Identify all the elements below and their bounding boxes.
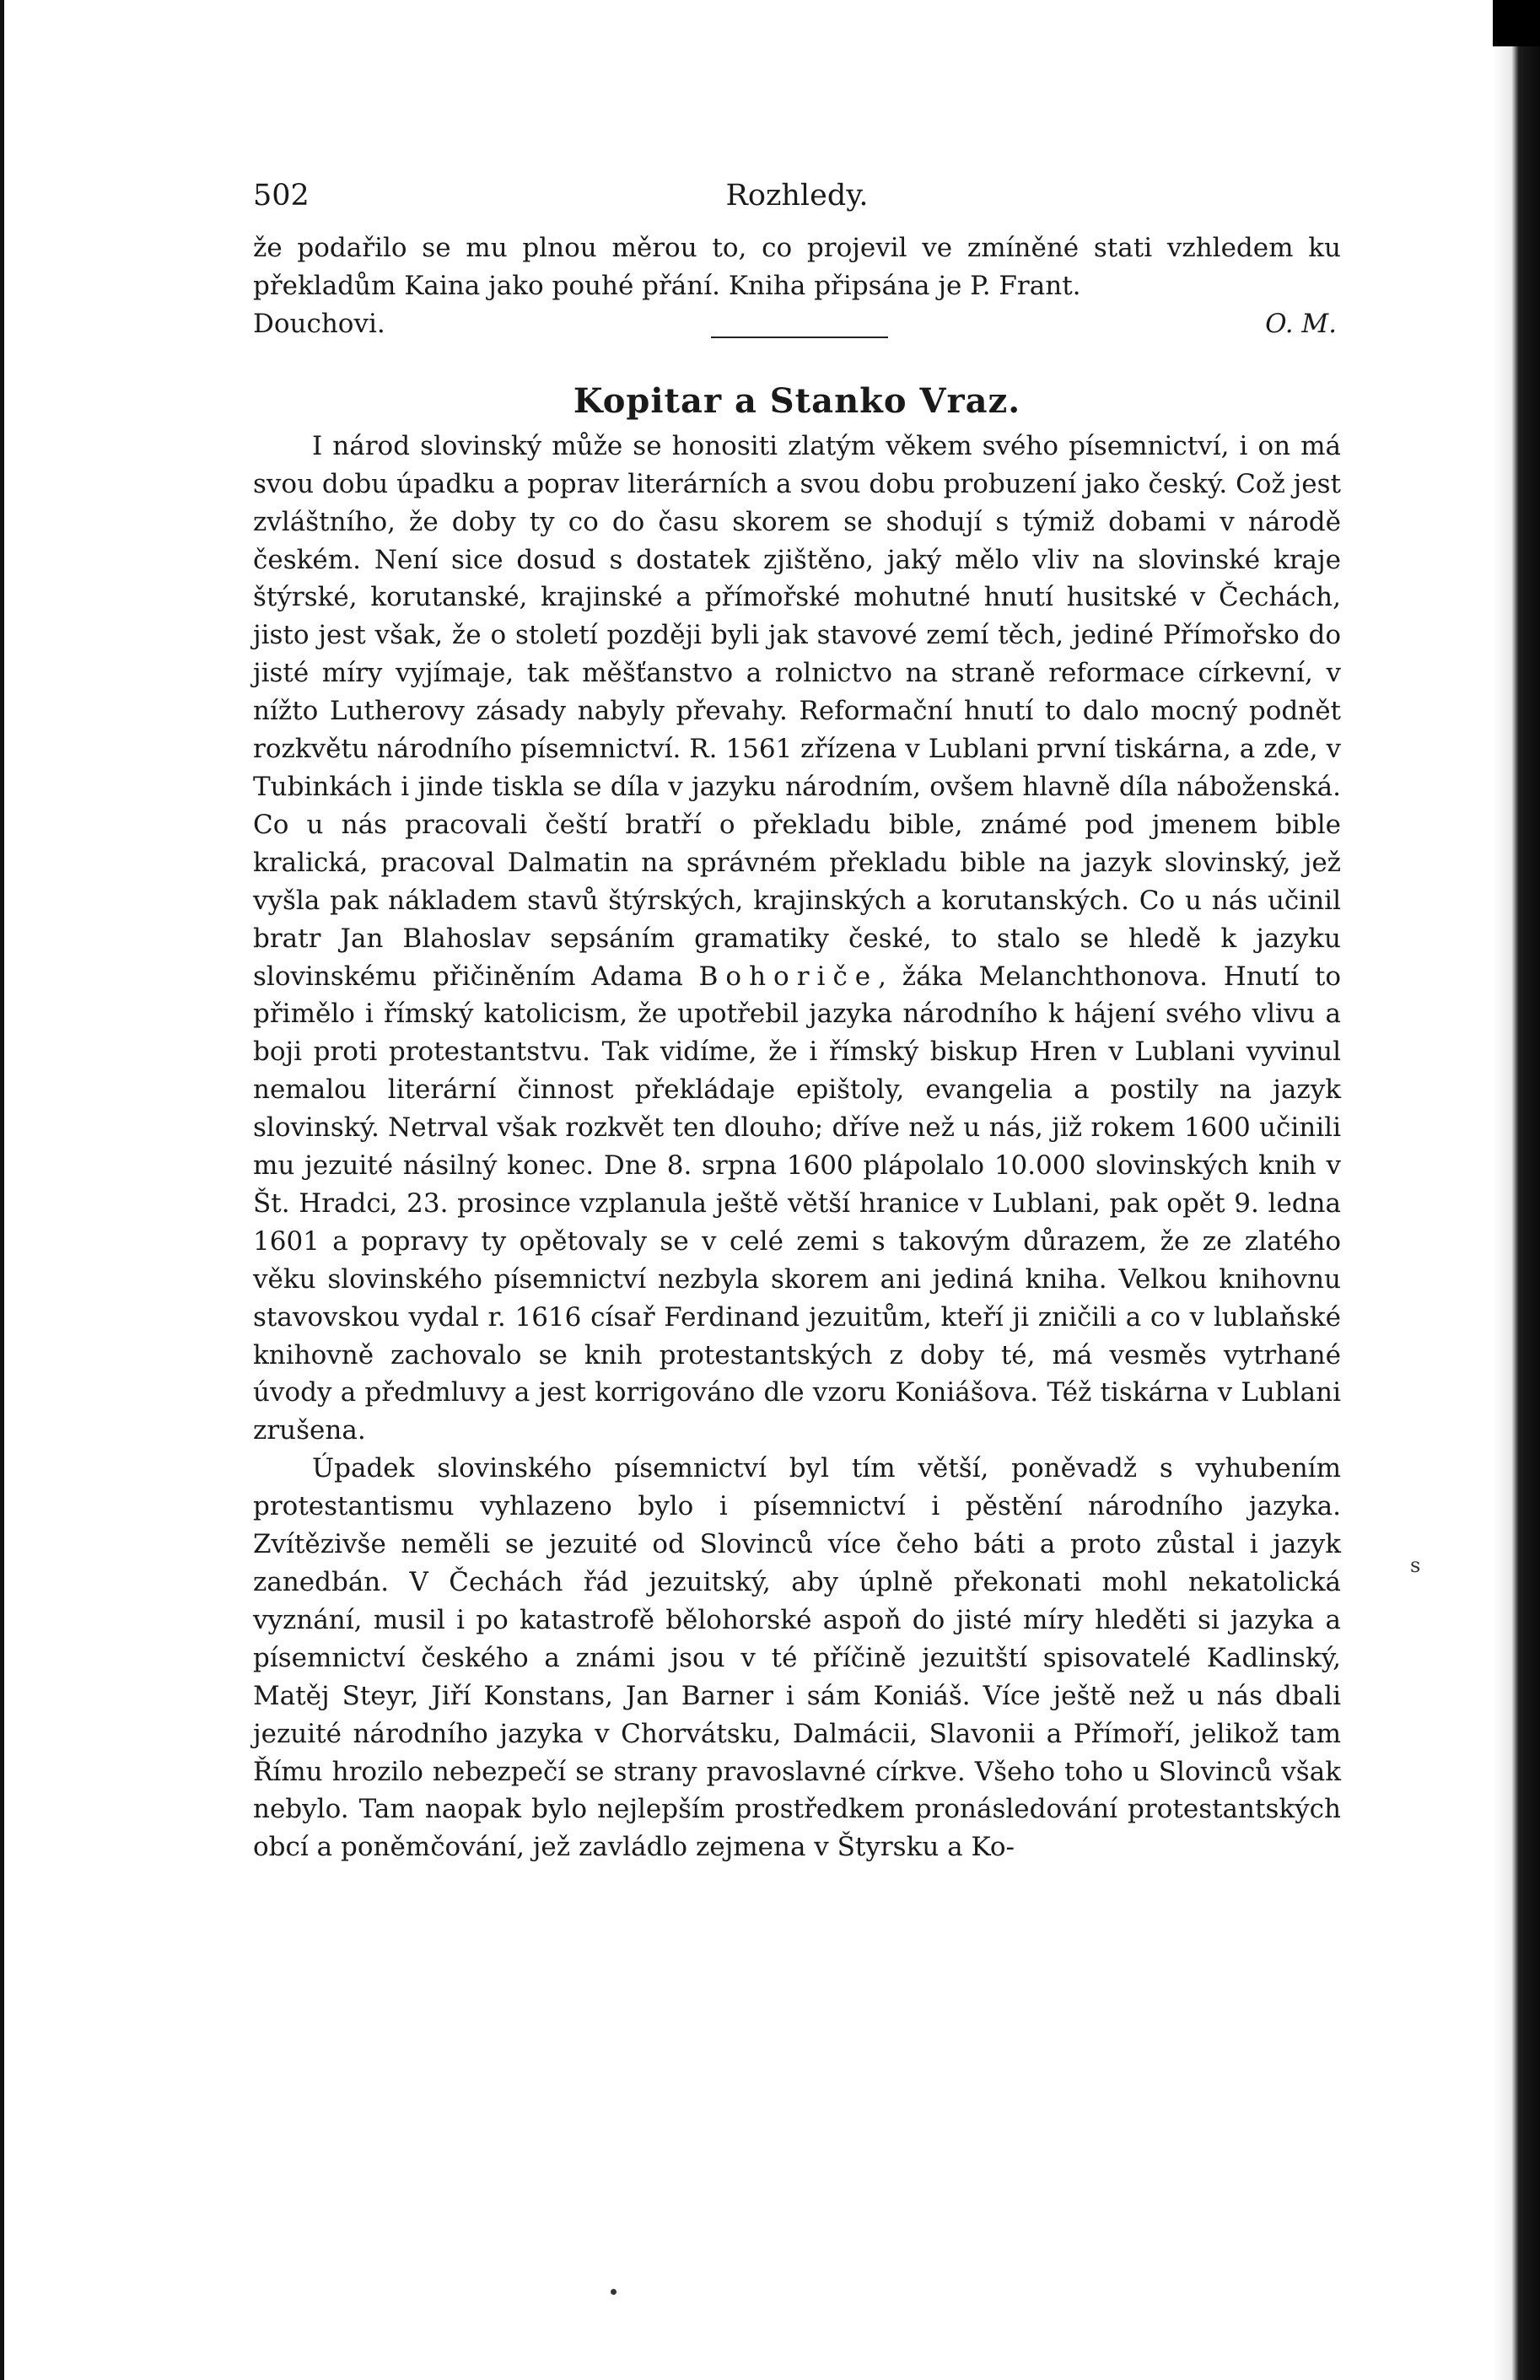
book-page — [253, 179, 1341, 1866]
spaced-name-bohoric: Bohoriče — [698, 961, 879, 992]
section-divider-rule — [711, 337, 888, 338]
running-head — [253, 179, 1341, 229]
scan-right-edge — [1493, 0, 1540, 2380]
scan-speck — [611, 2289, 617, 2295]
intro-last-line: Douchovi. — [253, 308, 385, 339]
running-title: Rozhledy. — [725, 179, 869, 213]
article-title: Kopitar a Stanko Vraz. — [573, 380, 1021, 421]
scan-left-edge — [0, 0, 4, 2380]
intro-paragraph: že podařilo se mu plnou měrou to, co projevil ve zmíněné stati vzhledem ku překladům Kaina jako pouhé přání. Kniha připsána je P. Frant. — [253, 233, 1341, 301]
page-number: 502 — [253, 179, 310, 213]
paragraph-1-text-b: , žáka Melanchthonova. Hnutí to přimělo i římský katolicism, že upotřebil jazyka národního k hájení svého vlivu a boji proti protestantstvu. Tak vidíme, že i římský biskup Hren v Lublani vyvinul nemalou literární činnost překládaje epištoly, evangelia a postily na jazyk slovinský. Netrval však rozkvět ten dlouho; dříve než u nás, již rokem 1600 učinili mu jezuité násilný konec. Dne 8. srpna 1600 plápolalo 10.000 slovinských knih v Št. Hradci, 23. prosince vzplanula ještě větší hranice v Lublani, pak opět 9. ledna 1601 a popravy ty opětovaly se v celé zemi s takovým důrazem, že ze zlatého věku slovinského písemnictví nezbyla skorem ani jediná kniha. Velkou knihovnu stavovskou vydal r. 1616 císař Ferdinand jezuitům, kteří ji zničili a co v lublaňské knihovně zachovalo se knih protestantských z doby té, má vesměs vytrhané úvody a předmluvy a jest korrigováno dle vzoru Koniášova. Též tiskárna v Lublani zrušena. — [253, 961, 1341, 1446]
article-paragraph-1 — [253, 428, 1341, 1450]
scan-corner — [1493, 0, 1540, 46]
margin-mark: s — [1410, 1553, 1421, 1577]
article-paragraph-2: Úpadek slovinského písemnictví byl tím větší, poněvadž s vyhubením protestantismu vyhlazeno bylo i písemnictví i pěstění národního jazyka. Zvítězivše neměli se jezuité od Slovinců více čeho báti a proto zůstal i jazyk zanedbán. V Čechách řád jezuitský, aby úplně překonati mohl nekatolická vyznání, musil i po katastrofě bělohorské aspoň do jisté míry hleděti si jazyka a písemnictví českého a známi jsou v té příčině jezuitští spisovatelé Kadlinský, Matěj Steyr, Jiří Konstans, Jan Barner i sám Koniáš. Více ještě než u nás dbali jezuité národního jazyka v Chorvátsku, Dalmácii, Slavonii a Přímoří, jelikož tam Římu hrozilo nebezpečí se strany pravoslavné církve. Všeho toho u Slovinců však nebylo. Tam naopak bylo nejlepším prostředkem pronásledování protestantských obcí a poněmčování, jež zavládlo zejmena v Štyrsku a Ko- — [253, 1453, 1341, 1863]
author-signature: O. M. — [1265, 308, 1337, 339]
intro-closing-line — [253, 305, 1341, 356]
paragraph-1-text-a: I národ slovinský může se honositi zlatým věkem svého písemnictví, i on má svou dobu úpadku a poprav literárních a svou dobu probuzení jako český. Což jest zvláštního, že doby ty co do času skorem se shodují s týmiž dobami v národě českém. Není sice dosud s dostatek zjištěno, jaký mělo vliv na slovinské kraje štýrské, korutanské, krajinské a přímořské mohutné hnutí husitské v Čechách, jisto jest však, že o století později byli jak stavové zemí těch, jediné Přímořsko do jisté míry vyjímaje, tak měšťanstvo a rolnictvo na straně reformace církevní, v nížto Lutherovy zásady nabyly převahy. Reformační hnutí to dalo mocný podnět rozkvětu národního písemnictví. R. 1561 zřízena v Lublani první tiskárna, a zde, v Tubinkách i jinde tiskla se díla v jazyku národním, ovšem hlavně díla náboženská. Co u nás pracovali čeští bratří o překladu bible, známé pod jmenem bible kralická, pracoval Dalmatin na správném překladu bible na jazyk slovinský, jež vyšla pak nákladem stavů štýrských, krajinských a korutanských. Co u nás učinil bratr Jan Blahoslav sepsáním gramatiky české, to stalo se hledě k jazyku slovinskému přičiněním Adama — [253, 430, 1341, 992]
